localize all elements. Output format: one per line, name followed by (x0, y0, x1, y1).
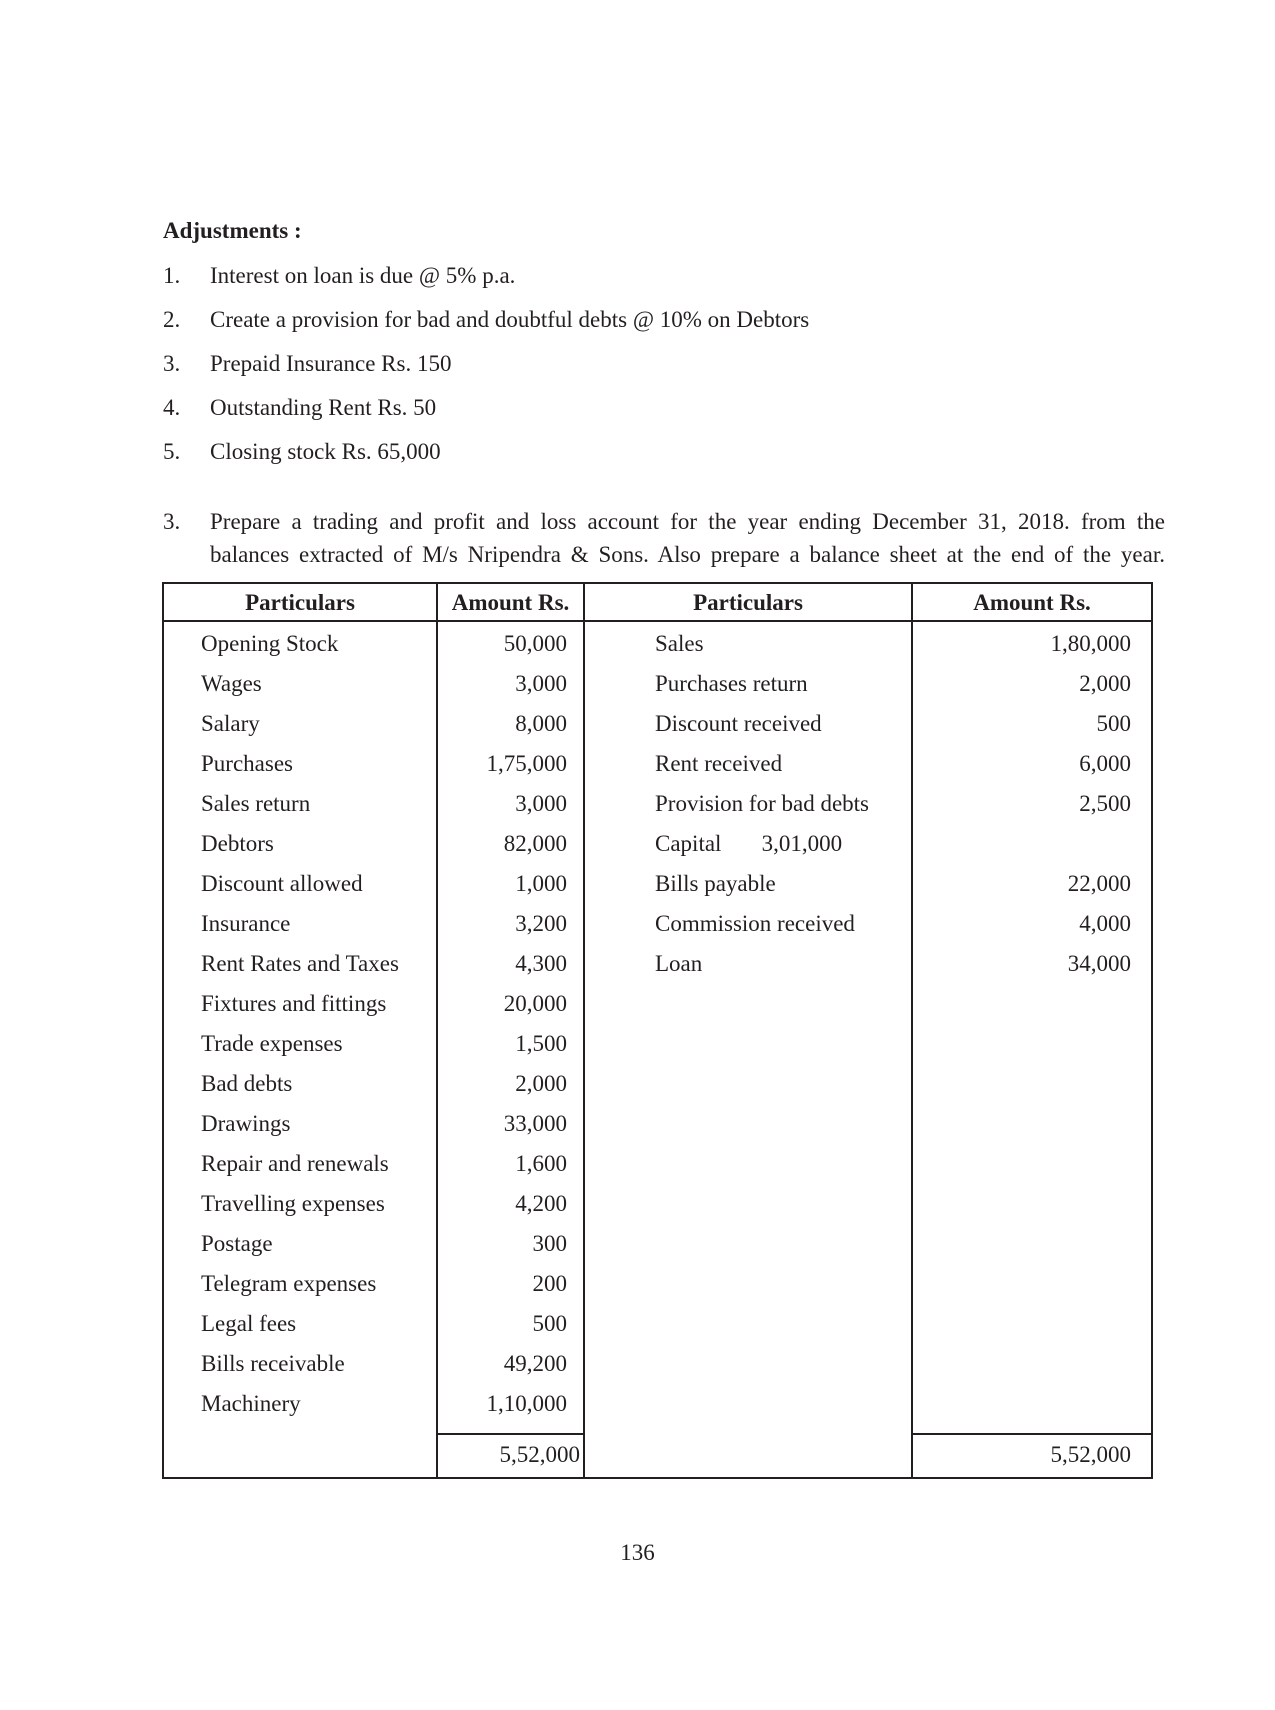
row-amount: 33,000 (503, 1111, 567, 1136)
row-amount: 2,000 (515, 1071, 567, 1096)
adjustments-title: Adjustments : (163, 218, 302, 243)
page-number: 136 (620, 1540, 655, 1565)
row-particular: Rent Rates and Taxes (201, 951, 399, 976)
total-right: 5,52,000 (1050, 1442, 1131, 1467)
adjustment-text: Prepaid Insurance Rs. 150 (210, 351, 452, 376)
row-particular: Loan (655, 951, 703, 976)
row-amount: 6,000 (1079, 751, 1131, 776)
row-amount: 1,500 (515, 1031, 567, 1056)
adjustment-number: 5. (163, 439, 181, 464)
row-particular: Purchases return (655, 671, 808, 696)
row-amount: 2,000 (1079, 671, 1131, 696)
row-amount: 3,000 (515, 671, 567, 696)
row-amount: 50,000 (503, 631, 567, 656)
row-particular: Machinery (201, 1391, 301, 1416)
row-particular: Sales return (201, 791, 311, 816)
header-amount-left: Amount Rs. (451, 590, 570, 615)
row-amount: 2,500 (1079, 791, 1131, 816)
row-particular: Legal fees (201, 1311, 297, 1336)
row-particular: Capital 3,01,000 (655, 831, 843, 856)
header-particulars-right: Particulars (693, 590, 803, 615)
row-particular: Rent received (655, 751, 783, 776)
row-particular: Purchases (201, 751, 293, 776)
row-amount: 500 (1096, 711, 1131, 736)
row-particular: Commission received (655, 911, 855, 936)
adjustment-number: 1. (163, 263, 181, 288)
row-amount: 1,10,000 (486, 1391, 567, 1416)
row-particular: Travelling expenses (201, 1191, 385, 1216)
row-particular: Opening Stock (201, 631, 339, 656)
header-particulars-left: Particulars (245, 590, 355, 615)
row-amount: 22,000 (1067, 871, 1131, 896)
row-particular: Repair and renewals (201, 1151, 389, 1176)
row-particular: Telegram expenses (201, 1271, 377, 1296)
header-divider (164, 620, 1151, 622)
header-amount-right: Amount Rs. (973, 590, 1091, 615)
row-particular: Provision for bad debts (655, 791, 870, 816)
trial-balance-table (162, 582, 1153, 1479)
adjustment-text: Outstanding Rent Rs. 50 (210, 395, 437, 420)
row-amount: 3,000 (515, 791, 567, 816)
row-particular: Postage (201, 1231, 273, 1256)
row-particular: Bad debts (201, 1071, 293, 1096)
row-amount: 1,80,000 (1050, 631, 1131, 656)
row-particular: Bills payable (655, 871, 776, 896)
row-amount: 3,200 (515, 911, 567, 936)
question-line-2: balances extracted of M/s Nripendra & Sons. Also prepare a balance sheet at the end of the year. (210, 542, 1165, 567)
row-particular: Discount allowed (201, 871, 363, 896)
adjustment-number: 4. (163, 395, 181, 420)
row-particular: Debtors (201, 831, 274, 856)
row-particular: Wages (201, 671, 262, 696)
column-divider (583, 584, 585, 1477)
row-particular: Insurance (201, 911, 291, 936)
row-amount: 1,000 (515, 871, 567, 896)
row-amount: 20,000 (503, 991, 567, 1016)
row-amount: 4,200 (515, 1191, 567, 1216)
adjustment-text: Closing stock Rs. 65,000 (210, 439, 441, 464)
row-amount: 500 (532, 1311, 567, 1336)
total-rule-right (913, 1433, 1151, 1435)
row-particular: Trade expenses (201, 1031, 343, 1056)
row-amount: 49,200 (503, 1351, 567, 1376)
row-amount: 1,600 (515, 1151, 567, 1176)
row-amount: 200 (532, 1271, 567, 1296)
adjustment-text: Interest on loan is due @ 5% p.a. (210, 263, 516, 288)
adjustment-number: 2. (163, 307, 181, 332)
adjustment-text: Create a provision for bad and doubtful debts @ 10% on Debtors (210, 307, 810, 332)
row-amount: 4,000 (1079, 911, 1131, 936)
question-number: 3. (163, 509, 181, 534)
total-rule-left (438, 1433, 583, 1435)
row-amount: 34,000 (1067, 951, 1131, 976)
row-particular: Sales (655, 631, 704, 656)
question-line-1: Prepare a trading and profit and loss account for the year ending December 31, 2018. from the (210, 509, 1165, 534)
row-particular: Bills receivable (201, 1351, 345, 1376)
row-amount: 4,300 (515, 951, 567, 976)
row-amount: 8,000 (515, 711, 567, 736)
total-left: 5,52,000 (499, 1442, 580, 1467)
row-particular: Salary (201, 711, 260, 736)
adjustment-number: 3. (163, 351, 181, 376)
row-particular: Discount received (655, 711, 822, 736)
column-divider (911, 584, 913, 1477)
row-amount: 300 (532, 1231, 567, 1256)
row-amount: 82,000 (503, 831, 567, 856)
row-amount: 1,75,000 (486, 751, 567, 776)
row-particular: Fixtures and fittings (201, 991, 387, 1016)
row-particular: Drawings (201, 1111, 291, 1136)
